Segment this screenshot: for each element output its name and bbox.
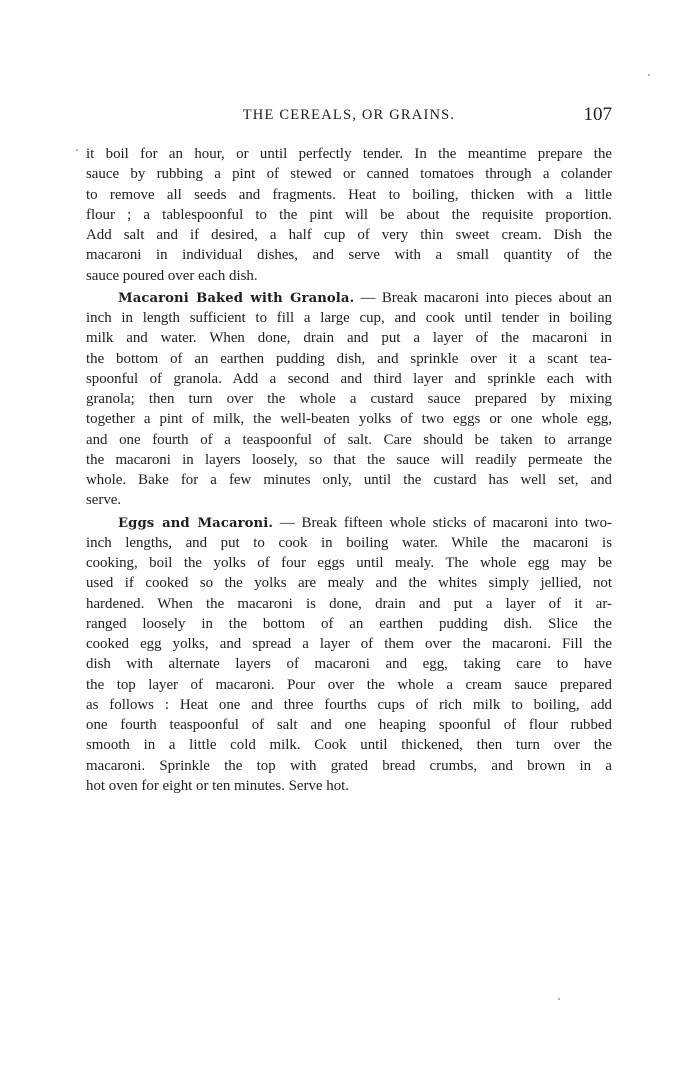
recipe-eggs-and-macaroni: [86, 513, 612, 797]
text-line: used if cooked so the yolks are mealy and the whites simply jellied, not: [86, 575, 612, 592]
text-line: dish with alternate layers of macaroni and egg, taking care to have: [86, 656, 612, 673]
text-line: the macaroni in layers loosely, so that the sauce will readily permeate the: [86, 451, 612, 468]
text-line: ranged loosely in the bottom of an earthen pudding dish. Slice the: [86, 615, 612, 632]
text-line: it boil for an hour, or until perfectly tender. In the meantime prepare the: [86, 146, 612, 162]
text-line: macaroni in individual dishes, and serve with a small quantity of the: [86, 247, 612, 264]
text-line: one fourth teaspoonful of salt and one heaping spoonful of flour rubbed: [86, 717, 612, 733]
running-head: [86, 104, 612, 128]
recipe-first-line: [86, 513, 612, 533]
text-line: milk and water. When done, drain and put a layer of the macaroni in: [86, 330, 612, 347]
text-line: hardened. When the macaroni is done, drain and put a layer of it ar-: [86, 595, 612, 612]
text-line: as follows : Heat one and three fourths cups of rich milk to boiling, add: [86, 696, 612, 713]
text-line: sauce poured over each dish.: [86, 267, 258, 284]
recipe-title: Eggs and Macaroni.: [118, 515, 274, 531]
text-line: sauce by rubbing a pint of stewed or canned tomatoes through a colander: [86, 166, 612, 183]
paper-speck: [648, 74, 650, 76]
recipe-macaroni-baked-with-granola: [86, 288, 612, 511]
page-number: 107: [583, 104, 612, 125]
continuation-paragraph: [86, 144, 612, 286]
text-line: whole. Bake for a few minutes only, until the custard has well set, and: [86, 472, 612, 488]
text-line: together a pint of milk, the well-beaten yolks of two eggs or one whole egg,: [86, 411, 612, 428]
text-line: cooking, boil the yolks of four eggs until mealy. The whole egg may be: [86, 555, 612, 571]
text-line: flour ; a tablespoonful to the pint will be about the requisite proportion.: [86, 206, 612, 223]
text-line: hot oven for eight or ten minutes. Serve hot.: [86, 777, 350, 794]
recipe-first-line-text: — Break macaroni into pieces about an: [354, 289, 613, 306]
body-text: [86, 144, 612, 796]
running-title: THE CEREALS, OR GRAINS.: [242, 107, 456, 123]
text-line: serve.: [86, 492, 122, 509]
text-line: macaroni. Sprinkle the top with grated bread crumbs, and brown in a: [86, 757, 612, 774]
paper-speck: [76, 149, 78, 151]
paper-speck: [558, 998, 560, 1000]
text-line: and one fourth of a teaspoonful of salt. Care should be taken to arrange: [86, 431, 612, 448]
text-line: cooked egg yolks, and spread a layer of them over the macaroni. Fill the: [86, 636, 612, 652]
recipe-first-line-text: — Break fifteen whole sticks of macaroni into two-: [273, 514, 613, 531]
text-line: inch in length sufficient to fill a large cup, and cook until tender in boiling: [86, 310, 612, 326]
recipe-first-line: [86, 288, 612, 308]
text-line: spoonful of granola. Add a second and third layer and sprinkle each with: [86, 370, 612, 387]
text-line: granola; then turn over the whole a custard sauce prepared by mixing: [86, 391, 612, 407]
text-line: inch lengths, and put to cook in boiling water. While the macaroni is: [86, 534, 612, 551]
text-line: Add salt and if desired, a half cup of very thin sweet cream. Dish the: [86, 227, 612, 243]
text-line: to remove all seeds and fragments. Heat to boiling, thicken with a little: [86, 186, 612, 203]
text-line: smooth in a little cold milk. Cook until thickened, then turn over the: [86, 737, 612, 754]
text-line: the bottom of an earthen pudding dish, and sprinkle over it a scant tea-: [86, 350, 612, 367]
text-line: the top layer of macaroni. Pour over the whole a cream sauce prepared: [86, 676, 612, 693]
recipe-title: Macaroni Baked with Granola.: [118, 290, 355, 306]
